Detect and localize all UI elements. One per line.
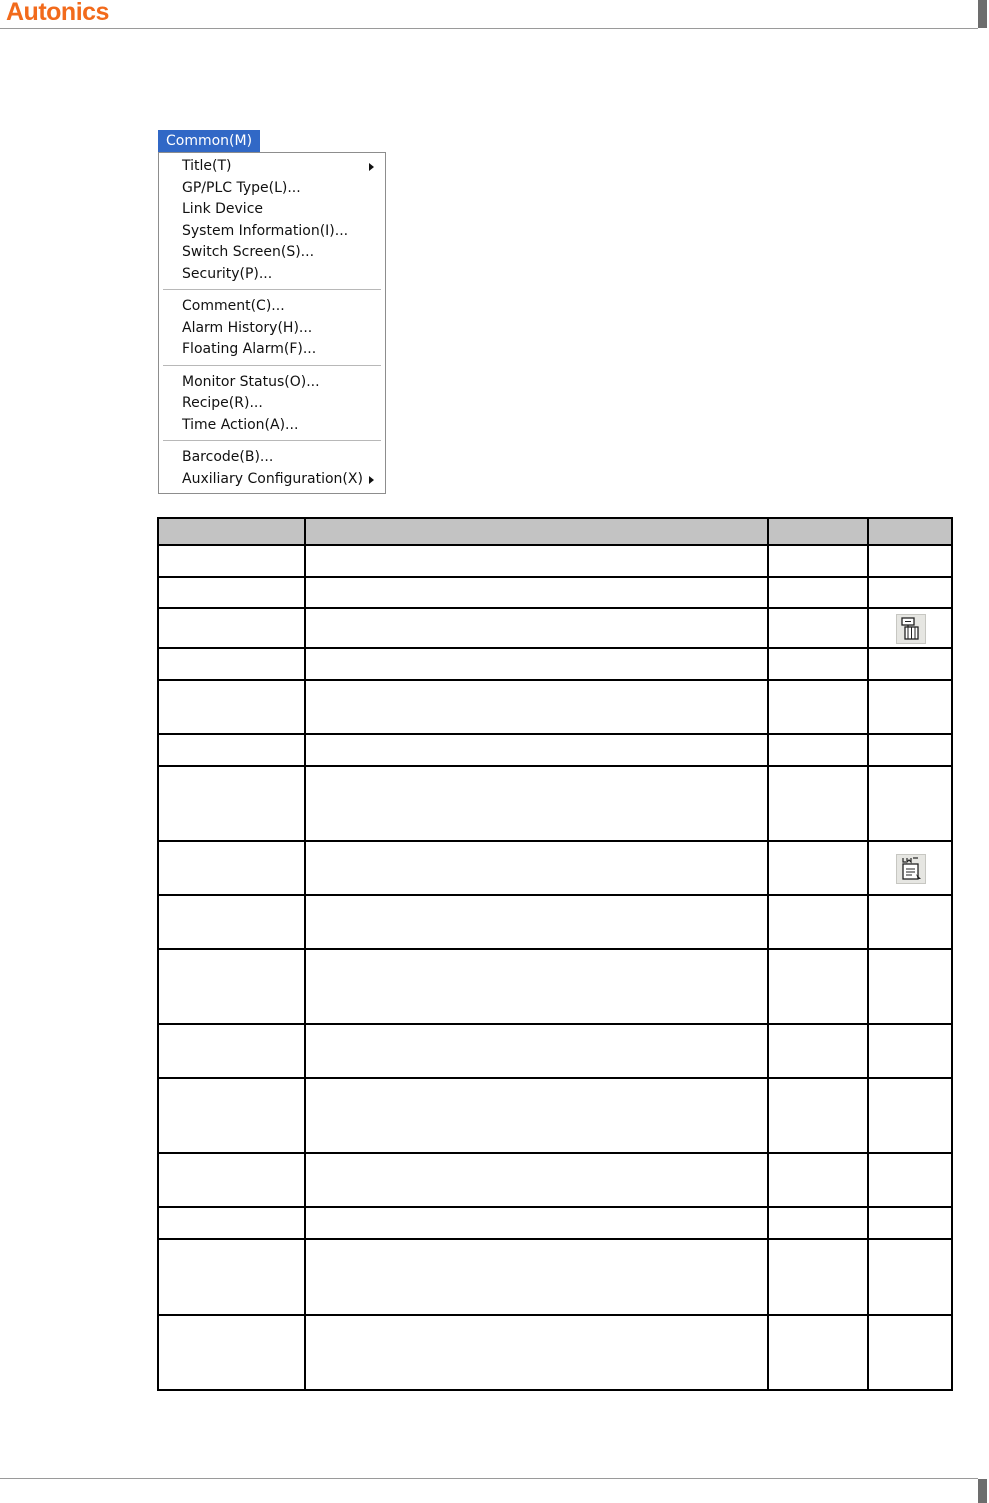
- footer-tab-marker: [978, 1479, 987, 1503]
- table-cell: [767, 679, 867, 733]
- table-cell: [304, 733, 767, 765]
- table-cell: [304, 1206, 767, 1238]
- menu-item[interactable]: Security(P)...: [182, 265, 273, 282]
- submenu-arrow-icon: [369, 476, 374, 484]
- menu-item[interactable]: GP/PLC Type(L)...: [182, 179, 301, 196]
- menu-item[interactable]: Barcode(B)...: [182, 449, 274, 465]
- table-cell: [767, 1077, 867, 1152]
- table-header-cell: [157, 517, 304, 544]
- table-cell: [867, 1314, 951, 1389]
- common-menu-dropdown: [158, 152, 386, 494]
- menu-function-table: [157, 517, 951, 1389]
- table-cell: [157, 544, 304, 576]
- table-cell: [304, 576, 767, 607]
- table-cell: [767, 1238, 867, 1314]
- table-cell: [867, 576, 951, 607]
- table-cell: [304, 647, 767, 679]
- menu-item[interactable]: Monitor Status(O)...: [182, 373, 320, 390]
- table-cell: [157, 576, 304, 607]
- table-cell: [157, 765, 304, 840]
- menu-item[interactable]: Link Device: [182, 201, 263, 217]
- table-cell: [304, 1314, 767, 1389]
- table-cell: [767, 765, 867, 840]
- table-cell: [867, 647, 951, 679]
- table-bottom-border: [157, 1389, 953, 1391]
- menu-item[interactable]: Title(T): [182, 158, 232, 174]
- table-cell: [304, 607, 767, 647]
- submenu-arrow-icon: [369, 163, 374, 171]
- table-cell: [767, 1314, 867, 1389]
- menu-item[interactable]: Auxiliary Configuration(X): [182, 470, 363, 487]
- table-cell: [304, 1077, 767, 1152]
- table-cell: [157, 679, 304, 733]
- table-cell: [767, 647, 867, 679]
- table-header-cell: [767, 517, 867, 544]
- table-cell: [157, 894, 304, 948]
- page-header: [0, 0, 989, 30]
- menu-separator: [163, 440, 381, 442]
- table-cell: [767, 894, 867, 948]
- menu-common-label: Common(M): [166, 133, 253, 149]
- table-cell: [867, 1023, 951, 1077]
- table-cell: [304, 894, 767, 948]
- menu-item[interactable]: System Information(I)...: [182, 222, 349, 239]
- table-cell: [767, 1152, 867, 1206]
- header-tab-marker: [978, 0, 987, 28]
- menu-separator: [163, 365, 381, 367]
- table-cell: [867, 840, 951, 894]
- table-cell: [157, 840, 304, 894]
- table-cell: [767, 1206, 867, 1238]
- table-right-border: [951, 517, 953, 1391]
- table-header-cell: [304, 517, 767, 544]
- table-cell: [304, 679, 767, 733]
- table-cell: [304, 544, 767, 576]
- table-cell: [767, 576, 867, 607]
- table-cell: [157, 1077, 304, 1152]
- table-cell: [867, 733, 951, 765]
- table-cell: [867, 1238, 951, 1314]
- comment-icon: [896, 854, 926, 884]
- header-divider: [0, 28, 978, 29]
- table-cell: [304, 765, 767, 840]
- table-cell: [867, 679, 951, 733]
- menu-separator: [163, 289, 381, 291]
- table-cell: [867, 607, 951, 647]
- menu-item[interactable]: Alarm History(H)...: [182, 319, 313, 336]
- table-cell: [157, 607, 304, 647]
- table-cell: [767, 544, 867, 576]
- table-cell: [867, 1152, 951, 1206]
- table-cell: [767, 733, 867, 765]
- table-cell: [157, 1314, 304, 1389]
- table-cell: [867, 544, 951, 576]
- table-cell: [157, 1152, 304, 1206]
- table-cell: [867, 894, 951, 948]
- table-cell: [304, 1023, 767, 1077]
- table-cell: [157, 733, 304, 765]
- table-cell: [867, 765, 951, 840]
- table-cell: [767, 948, 867, 1023]
- table-cell: [767, 840, 867, 894]
- table-cell: [157, 948, 304, 1023]
- table-cell: [157, 1206, 304, 1238]
- table-cell: [304, 840, 767, 894]
- table-cell: [157, 647, 304, 679]
- table-header-cell: [867, 517, 951, 544]
- menu-item[interactable]: Time Action(A)...: [182, 416, 299, 433]
- table-cell: [157, 1238, 304, 1314]
- menu-common-title[interactable]: [158, 130, 260, 152]
- table-cell: [867, 948, 951, 1023]
- table-cell: [304, 1238, 767, 1314]
- table-cell: [767, 607, 867, 647]
- table-cell: [767, 1023, 867, 1077]
- table-cell: [157, 1023, 304, 1077]
- footer-divider: [0, 1478, 978, 1479]
- menu-item[interactable]: Floating Alarm(F)...: [182, 341, 317, 357]
- autonics-logo: Autonics: [6, 0, 109, 26]
- table-cell: [304, 948, 767, 1023]
- table-cell: [867, 1077, 951, 1152]
- table-cell: [867, 1206, 951, 1238]
- menu-item[interactable]: Comment(C)...: [182, 298, 285, 314]
- menu-item[interactable]: Switch Screen(S)...: [182, 244, 315, 260]
- menu-item[interactable]: Recipe(R)...: [182, 395, 263, 411]
- table-cell: [304, 1152, 767, 1206]
- link-device-icon: [896, 614, 926, 644]
